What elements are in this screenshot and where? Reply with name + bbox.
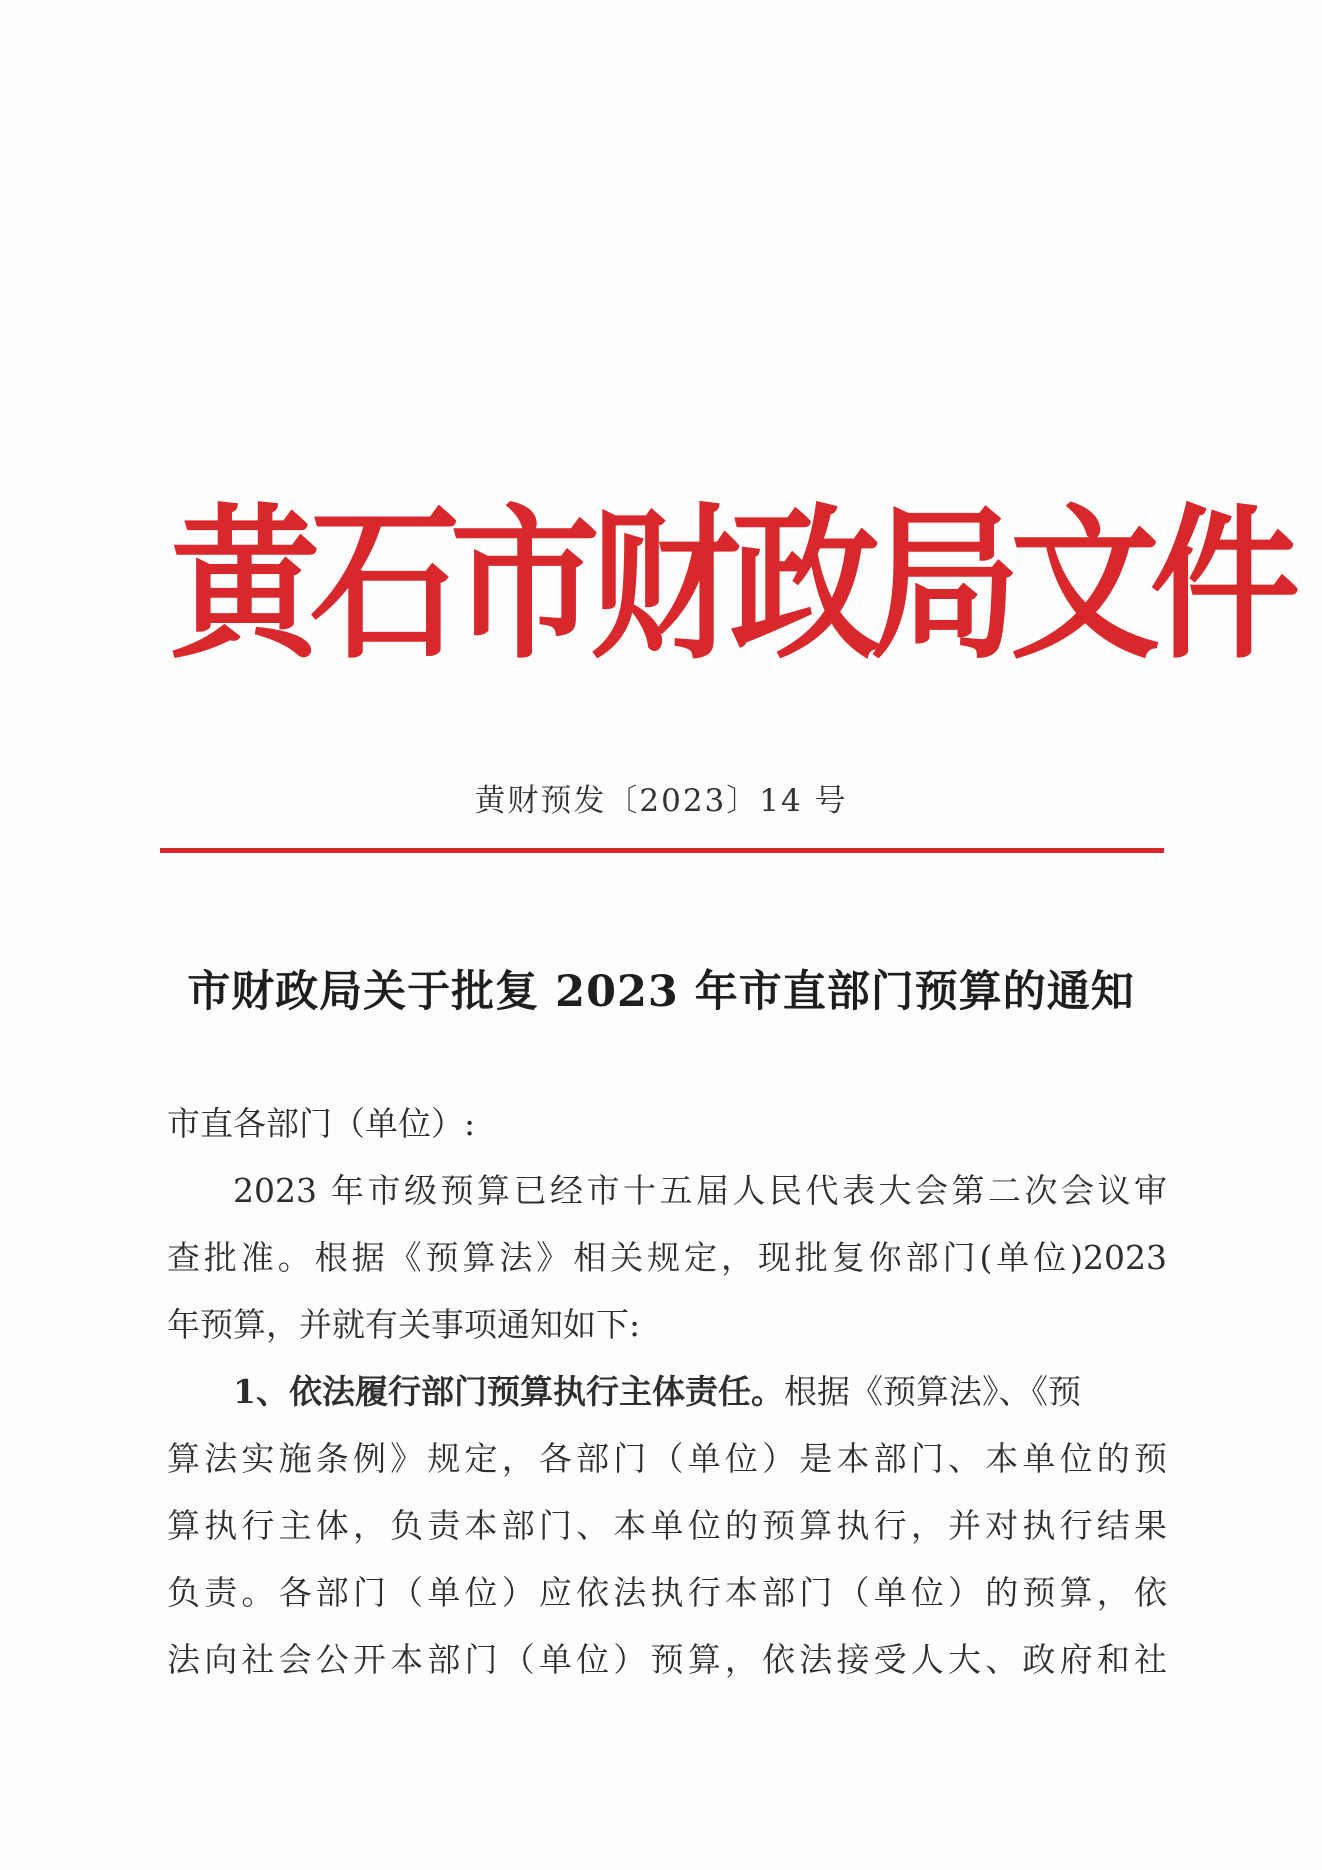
- paragraph-2-line-2: 算法实施条例》规定，各部门（单位）是本部门、本单位的预: [167, 1439, 1167, 1478]
- paragraph-1-line-3: 年预算，并就有关事项通知如下:: [167, 1305, 641, 1344]
- document-body: [167, 1090, 1167, 1693]
- document-title: 市财政局关于批复 2023 年市直部门预算的通知: [187, 967, 1135, 1017]
- paragraph-2-line-4: 负责。各部门（单位）应依法执行本部门（单位）的预算，依: [167, 1573, 1167, 1612]
- paragraph-1-line-1: 2023 年市级预算已经市十五届人民代表大会第二次会议审: [233, 1171, 1167, 1210]
- salutation: 市直各部门（单位）:: [167, 1104, 476, 1143]
- paragraph-1-line-2: 查批准。根据《预算法》相关规定，现批复你部门(单位)2023: [167, 1238, 1167, 1277]
- paragraph-2-line-5: 法向社会公开本部门（单位）预算，依法接受人大、政府和社: [167, 1640, 1167, 1679]
- red-divider-line: [160, 848, 1164, 853]
- document-number: 黄财预发〔2023〕14 号: [474, 783, 848, 819]
- paragraph-2-line-1: [167, 1358, 1167, 1425]
- paragraph-2-line-3: 算执行主体，负责本部门、本单位的预算执行，并对执行结果: [167, 1506, 1167, 1545]
- masthead-title: 黄石市财政局文件: [170, 488, 1291, 682]
- paragraph-2-line-1-rest: 根据《预算法》、《预: [783, 1372, 1081, 1411]
- section-heading-1: 1、依法履行部门预算执行主体责任。: [233, 1372, 784, 1411]
